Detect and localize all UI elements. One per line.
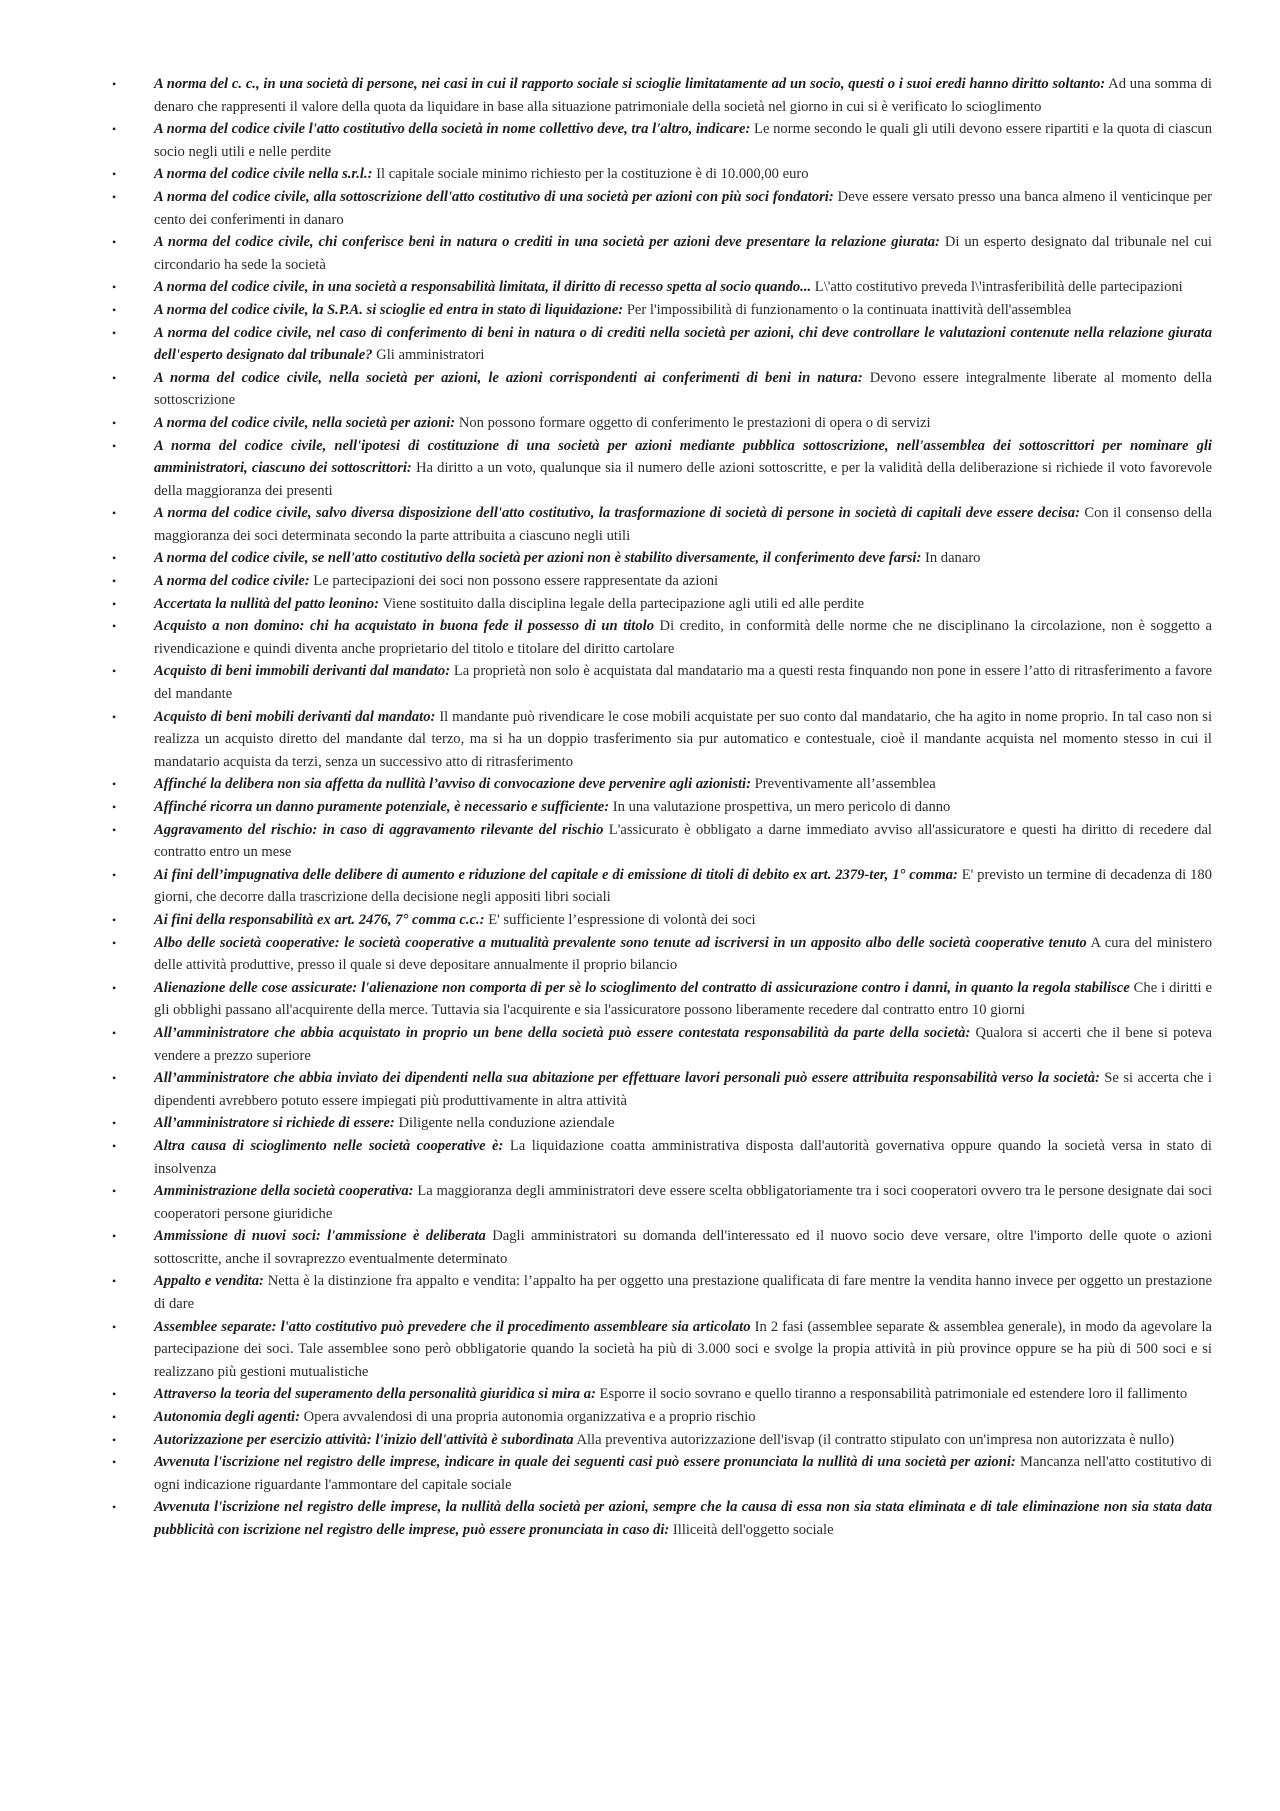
bullet-icon: •: [112, 280, 117, 295]
bullet-icon: •: [112, 1455, 117, 1470]
question-text: Ammissione di nuovi soci: l'ammissione è deliberata: [154, 1228, 486, 1245]
list-item: [104, 367, 1212, 412]
question-text: A norma del codice civile nella s.r.l.:: [154, 166, 373, 183]
question-text: Affinché la delibera non sia affetta da nullità l’avviso di convocazione deve pervenire agli azionisti:: [154, 776, 751, 793]
list-item: [104, 1112, 1212, 1135]
answer-text: E' previsto un termine di decadenza di 180 giorni, che decorre dalla trascrizione della decisione negli appositi libri sociali: [154, 866, 1212, 906]
document-page: [104, 73, 1212, 1542]
list-item: [104, 435, 1212, 503]
bullet-icon: •: [112, 438, 117, 453]
question-text: Altra causa di scioglimento nelle società cooperative è:: [154, 1137, 504, 1154]
question-text: Acquisto di beni immobili derivanti dal mandato:: [154, 663, 451, 680]
answer-text: Il capitale sociale minimo richiesto per la costituzione è di 10.000,00 euro: [372, 166, 809, 183]
answer-text: La maggioranza degli amministratori deve essere scelta obbligatoriamente tra i soci cooperatori ovvero tra le persone designate dai soci cooperatori persone giuridiche: [154, 1183, 1212, 1222]
bullet-icon: •: [112, 822, 117, 837]
bullet-icon: •: [112, 596, 117, 611]
question-text: Autorizzazione per esercizio attività: l'inizio dell'attività è subordinata: [154, 1431, 574, 1448]
question-text: Assemblee separate: l'atto costitutivo può prevedere che il procedimento assembleare sia articolato: [154, 1318, 751, 1335]
answer-text: In una valutazione prospettiva, un mero pericolo di danno: [609, 799, 951, 815]
question-text: A norma del codice civile, in una società a responsabilità limitata, il diritto di recesso spetta al socio quando...: [154, 279, 812, 296]
question-text: Aggravamento del rischio: in caso di aggravamento rilevante del rischio: [154, 821, 604, 838]
bullet-icon: •: [112, 1116, 117, 1131]
question-text: Acquisto di beni mobili derivanti dal mandato:: [154, 708, 436, 725]
bullet-icon: •: [112, 1071, 117, 1086]
list-item: [104, 615, 1212, 660]
question-text: A norma del codice civile, chi conferisce beni in natura o crediti in una società per azioni deve presentare la relazione giurata:: [154, 234, 940, 251]
answer-text: Di credito, in conformità delle norme che ne disciplinano la circolazione, non è soggetto a rivendicazione e quindi diventa anche proprietario del titolo e titolare del diritto cartolare: [154, 618, 1212, 657]
answer-text: Ha diritto a un voto, qualunque sia il numero delle azioni sottoscritte, e per la validità della deliberazione si richiede il voto favorevole della maggioranza dei presenti: [154, 460, 1212, 499]
bullet-icon: •: [112, 1432, 117, 1447]
list-item: [104, 163, 1212, 186]
answer-text: L'assicurato è obbligato a darne immediato avviso all'assicuratore e questi ha diritto di recedere dal contratto entro un mese: [154, 821, 1212, 861]
question-text: A norma del codice civile, nella società per azioni, le azioni corrispondenti ai conferimenti di beni in natura:: [154, 369, 863, 386]
bullet-icon: •: [112, 551, 117, 566]
answer-text: Ad una somma di denaro che rappresenti il valore della quota da liquidare in base alla situazione patrimoniale della società nel giorno in cui si è verificato lo scioglimento: [154, 76, 1212, 115]
list-item: [104, 660, 1212, 705]
question-text: Alienazione delle cose assicurate: l'alienazione non comporta di per sè lo scioglimento del contratto di assicurazione contro i danni, in quanto la regola stabilisce: [154, 979, 1130, 996]
answer-text: Esporre il socio sovrano e quello tiranno a responsabilità patrimoniale ed estendere loro il fallimento: [595, 1386, 1188, 1403]
bullet-icon: •: [112, 574, 117, 589]
answer-text: Per l'impossibilità di funzionamento o la continuata inattività dell'assemblea: [623, 301, 1072, 318]
list-item: [104, 73, 1212, 118]
answer-text: La proprietà non solo è acquistata dal mandatario ma a questi resta finquando non pone in essere l’atto di ritrasferimento a favore del mandante: [154, 663, 1213, 703]
answer-text: E' sufficiente l’espressione di volontà dei soci: [484, 911, 756, 928]
list-item: [104, 819, 1212, 864]
list-item: [104, 1496, 1212, 1541]
question-text: Albo delle società cooperative: le società cooperative a mutualità prevalente sono tenute ad iscriversi in un apposito albo delle società cooperative tenuto: [154, 934, 1087, 951]
bullet-icon: •: [112, 777, 117, 792]
question-text: Amministrazione della società cooperativa:: [154, 1183, 414, 1200]
list-item: [104, 1135, 1212, 1180]
bullet-icon: •: [112, 912, 117, 927]
list-item: [104, 502, 1212, 547]
answer-text: Deve essere versato presso una banca almeno il venticinque per cento dei conferimenti in danaro: [154, 188, 1213, 228]
answer-text: Il mandante può rivendicare le cose mobili acquistate per suo conto dal mandatario, che ha agito in nome proprio. In tal caso non si realizza un acquisto diretto del mandante dal terzo, ma si ha un doppio trasferimento sia pur automatico e contestuale, cioè il mandante acquista nel momento stesso in cui il mandatario acquista da terzi, senza un successivo atto di ritrasferimento: [154, 708, 1212, 770]
answer-text: Alla preventiva autorizzazione dell'isvap (il contratto stipulato con un'impresa non autorizzata è nullo): [573, 1431, 1175, 1448]
question-text: A norma del codice civile, nell'ipotesi di costituzione di una società per azioni mediante pubblica sottoscrizione, nell'assemblea dei sottoscrittori per nominare gli amministratori, ciascuno dei sottoscrittori:: [154, 437, 1212, 477]
list-item: [104, 118, 1212, 163]
question-text: All’amministratore che abbia acquistato in proprio un bene della società può essere contestata responsabilità da parte della società:: [154, 1024, 971, 1041]
answer-text: Dagli amministratori su domanda dell'interessato ed il nuovo socio deve versare, oltre l'importo delle quote o azioni sottoscritte, anche il sovraprezzo eventualmente determinato: [154, 1228, 1212, 1267]
answer-text: A cura del ministero delle attività produttive, presso il quale si deve depositare annualmente il proprio bilancio: [154, 934, 1213, 974]
answer-text: L\'atto costitutivo preveda l\'intrasferibilità delle partecipazioni: [811, 279, 1183, 296]
question-text: Ai fini della responsabilità ex art. 2476, 7° comma c.c.:: [154, 911, 485, 928]
question-text: A norma del codice civile l'atto costitutivo della società in nome collettivo deve, tra l'altro, indicare:: [154, 121, 751, 138]
list-item: [104, 1225, 1212, 1270]
bullet-icon: •: [112, 506, 117, 521]
list-item: [104, 1451, 1212, 1496]
bullet-icon: •: [112, 325, 117, 340]
bullet-icon: •: [112, 415, 117, 430]
list-item: [104, 299, 1212, 322]
bullet-icon: •: [112, 302, 117, 317]
answer-text: Preventivamente all’assemblea: [750, 776, 936, 793]
answer-text: Netta è la distinzione fra appalto e vendita: l’appalto ha per oggetto una prestazione qualificata di fare mentre la vendita hanno invece per oggetto un prestazione di dare: [154, 1273, 1212, 1313]
bullet-icon: •: [112, 1229, 117, 1244]
list-item: [104, 1383, 1212, 1406]
list-item: [104, 412, 1212, 435]
question-text: All’amministratore si richiede di essere:: [154, 1115, 395, 1132]
list-item: [104, 570, 1212, 593]
bullet-icon: •: [112, 664, 117, 679]
bullet-icon: •: [112, 1387, 117, 1402]
question-text: Accertata la nullità del patto leonino:: [154, 595, 379, 612]
list-item: [104, 186, 1212, 231]
question-text: Acquisto a non domino: chi ha acquistato in buona fede il possesso di un titolo: [154, 618, 655, 635]
bullet-icon: •: [112, 1410, 117, 1425]
question-text: A norma del c. c., in una società di persone, nei casi in cui il rapporto sociale si scioglie limitatamente ad un socio, questi o i suoi eredi hanno diritto soltanto:: [154, 76, 1106, 92]
bullet-icon: •: [112, 370, 117, 385]
answer-text: Se si accerta che i dipendenti avrebbero potuto essere impiegati più produttivamente in altra attività: [154, 1070, 1212, 1109]
list-item: [104, 1067, 1212, 1112]
question-text: Autonomia degli agenti:: [154, 1409, 300, 1426]
list-item: [104, 593, 1212, 616]
answer-text: La liquidazione coatta amministrativa disposta dall'autorità governativa oppure quando la società versa in stato di insolvenza: [154, 1137, 1212, 1177]
answer-text: Non possono formare oggetto di conferimento le prestazioni di opera o di servizi: [455, 414, 931, 431]
question-text: Attraverso la teoria del superamento della personalità giuridica si mira a:: [154, 1386, 596, 1403]
answer-text: Che i diritti e gli obblighi passano all'acquirente della merce. Tuttavia sia l'acquirente e sia l'assicuratore possono liberamente recedere dal contratto entro 10 giorni: [154, 979, 1212, 1019]
list-item: [104, 1180, 1212, 1225]
list-item: [104, 977, 1212, 1022]
answer-text: Diligente nella conduzione aziendale: [394, 1115, 615, 1132]
question-text: Appalto e vendita:: [154, 1273, 264, 1290]
list-item: [104, 773, 1212, 796]
list-item: [104, 1429, 1212, 1452]
list-item: [104, 231, 1212, 276]
question-text: A norma del codice civile, alla sottoscrizione dell'atto costitutivo di una società per azioni con più soci fondatori:: [154, 188, 834, 205]
answer-text: Di un esperto designato dal tribunale nel cui circondario ha sede la società: [154, 234, 1212, 273]
answer-text: Devono essere integralmente liberate al momento della sottoscrizione: [154, 369, 1212, 409]
bullet-icon: •: [112, 709, 117, 724]
list-item: [104, 1406, 1212, 1429]
list-item: [104, 932, 1212, 977]
question-text: Avvenuta l'iscrizione nel registro delle imprese, indicare in quale dei seguenti casi può essere pronunciata la nullità di una società per azioni:: [154, 1454, 1016, 1471]
question-text: A norma del codice civile, nel caso di conferimento di beni in natura o di crediti nella società per azioni, chi deve controllare le valutazioni contenute nella relazione giurata dell'esperto designato dal tribunale?: [154, 324, 1212, 364]
qa-bullet-list: [104, 73, 1212, 1542]
answer-text: Mancanza nell'atto costitutivo di ogni indicazione riguardante l'ammontare del capitale sociale: [154, 1454, 1212, 1493]
bullet-icon: •: [112, 1274, 117, 1289]
question-text: Affinché ricorra un danno puramente potenziale, è necessario e sufficiente:: [154, 799, 610, 815]
answer-text: Con il consenso della maggioranza dei soci determinata secondo la parte attribuita a ciascuno negli utili: [154, 505, 1212, 544]
list-item: [104, 909, 1212, 932]
answer-text: Le partecipazioni dei soci non possono essere rappresentate da azioni: [309, 573, 719, 590]
question-text: A norma del codice civile:: [154, 573, 310, 590]
bullet-icon: •: [112, 1138, 117, 1153]
question-text: A norma del codice civile, se nell'atto costitutivo della società per azioni non è stabilito diversamente, il conferimento deve farsi:: [154, 550, 922, 567]
question-text: All’amministratore che abbia inviato dei dipendenti nella sua abitazione per effettuare lavori personali può essere attribuita responsabilità verso la società:: [154, 1070, 1100, 1087]
question-text: A norma del codice civile, nella società per azioni:: [154, 414, 456, 431]
answer-text: Qualora si accerti che il bene si poteva vendere a prezzo superiore: [154, 1024, 1212, 1064]
bullet-icon: •: [112, 935, 117, 950]
answer-text: Le norme secondo le quali gli utili devono essere ripartiti e la quota di ciascun socio negli utili e nelle perdite: [154, 121, 1213, 160]
bullet-icon: •: [112, 1500, 117, 1515]
answer-text: In danaro: [921, 550, 981, 567]
question-text: A norma del codice civile, salvo diversa disposizione dell'atto costitutivo, la trasformazione di società di persone in società di capitali deve essere decisa:: [154, 505, 1080, 522]
list-item: [104, 864, 1212, 909]
bullet-icon: •: [112, 619, 117, 634]
list-item: [104, 706, 1212, 774]
bullet-icon: •: [112, 167, 117, 182]
list-item: [104, 322, 1212, 367]
bullet-icon: •: [112, 980, 117, 995]
bullet-icon: •: [112, 122, 117, 137]
list-item: [104, 1270, 1212, 1315]
answer-text: Gli amministratori: [372, 347, 485, 364]
question-text: Avvenuta l'iscrizione nel registro delle imprese, la nullità della società per azioni, sempre che la causa di essa non sia stata eliminata e di tale eliminazione non sia stata data pubblicità con iscrizione nel registro delle imprese, può essere pronunciata in caso di:: [154, 1499, 1212, 1538]
list-item: [104, 1022, 1212, 1067]
question-text: A norma del codice civile, la S.P.A. si scioglie ed entra in stato di liquidazione:: [154, 301, 624, 318]
bullet-icon: •: [112, 1319, 117, 1334]
bullet-icon: •: [112, 1025, 117, 1040]
answer-text: In 2 fasi (assemblee separate & assemblea generale), in modo da agevolare la partecipazione dei soci. Tale assemblee sono però obbligatorie quando la società ha più di 3.000 soci e svolge la propia attività in più province oppure se ha più di 500 soci e si realizzano più gestioni mutualistiche: [154, 1318, 1213, 1380]
bullet-icon: •: [112, 867, 117, 882]
bullet-icon: •: [112, 235, 117, 250]
list-item: [104, 796, 1212, 819]
bullet-icon: •: [112, 1184, 117, 1199]
answer-text: Opera avvalendosi di una propria autonomia organizzativa e a proprio rischio: [299, 1409, 756, 1426]
answer-text: Viene sostituito dalla disciplina legale della partecipazione agli utili ed alle perdite: [379, 595, 865, 612]
bullet-icon: •: [112, 77, 117, 91]
answer-text: Illiceità dell'oggetto sociale: [669, 1522, 834, 1538]
bullet-icon: •: [112, 189, 117, 204]
list-item: [104, 276, 1212, 299]
question-text: Ai fini dell’impugnativa delle delibere di aumento e riduzione del capitale e di emissione di titoli di debito ex art. 2379-ter, 1° comma:: [154, 866, 958, 883]
list-item: [104, 1316, 1212, 1384]
list-item: [104, 547, 1212, 570]
bullet-icon: •: [112, 800, 117, 814]
